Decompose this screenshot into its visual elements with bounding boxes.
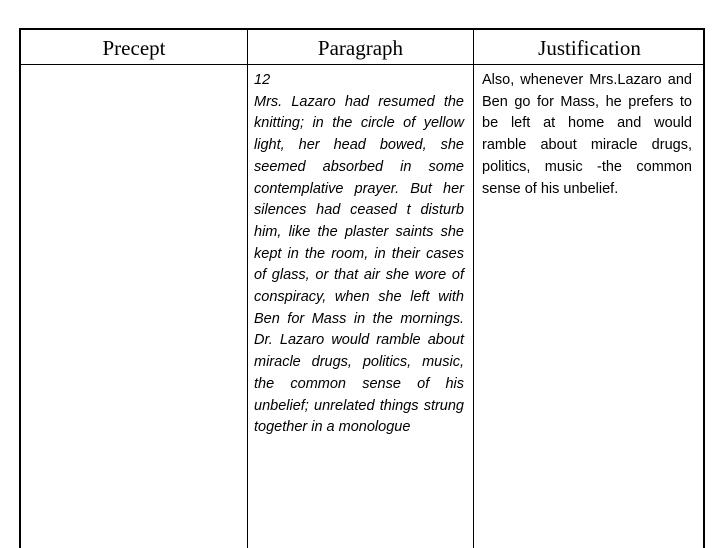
paragraph-cell <box>254 70 464 439</box>
paragraph-text: Mrs. Lazaro had resumed the knitting; in the circle of yellow light, her head bowed, she seemed absorbed in some contemplative prayer. But her silences had ceased t disturb him, like the plaster saints she kept in the room, in their cases of glass, or that air she wore of conspiracy, when she left with Ben for Mass in the mornings. Dr. Lazaro would ramble about miracle drugs, politics, music, the common sense of his unbelief; unrelated things strung together in a monologue <box>254 93 464 436</box>
header-justification: Justification <box>538 36 641 60</box>
precept-table <box>19 28 705 548</box>
justification-text: Also, whenever Mrs.Lazaro and Ben go for Mass, he prefers to be left at home and would ramble about miracle drugs, politics, music -the common sense of his unbelief. <box>482 72 692 197</box>
paragraph-number: 12 <box>254 72 271 88</box>
header-paragraph: Paragraph <box>317 36 404 60</box>
column-divider-2 <box>473 30 474 548</box>
header-divider <box>21 64 703 65</box>
header-precept: Precept <box>102 36 166 60</box>
column-divider-1 <box>247 30 248 548</box>
justification-cell <box>482 70 692 200</box>
